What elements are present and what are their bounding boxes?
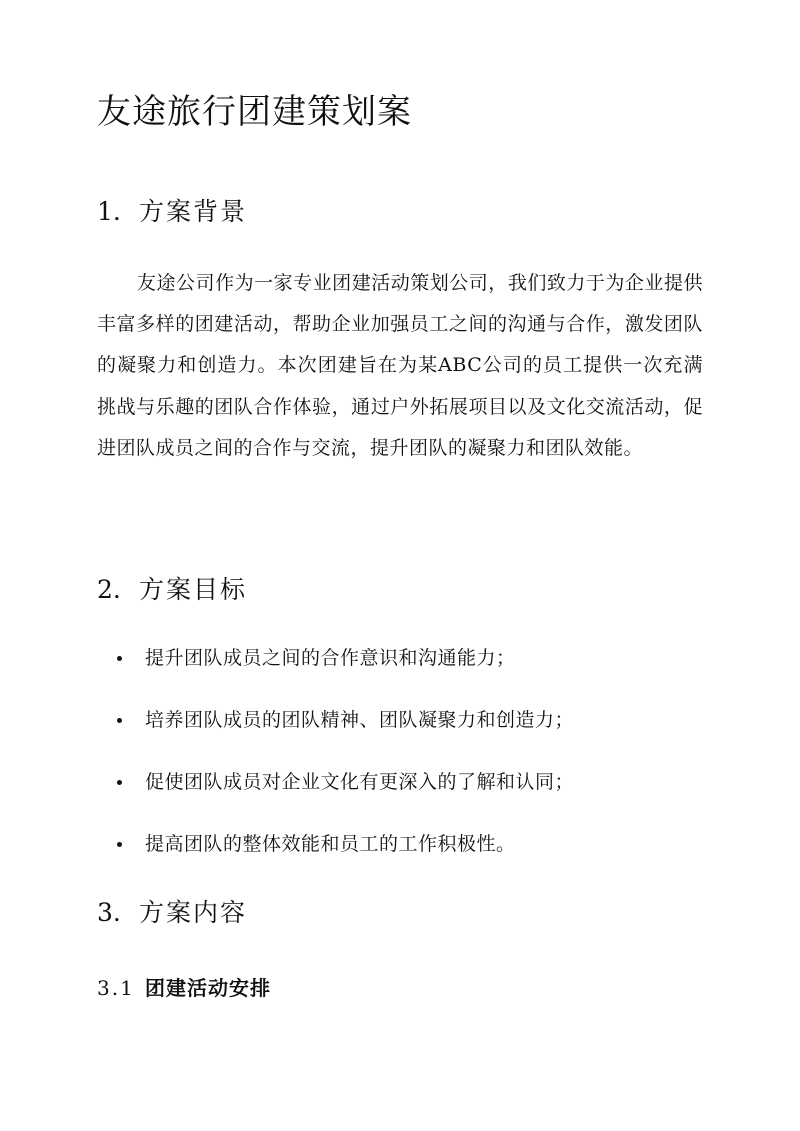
background-paragraph: 友途公司作为一家专业团建活动策划公司，我们致力于为企业提供丰富多样的团建活动，帮助企业加强员工之间的沟通与合作，激发团队的凝聚力和创造力。本次团建旨在为某ABC公司的员工提供一次充满挑战与乐趣的团队合作体验，通过户外拓展项目以及文化交流活动，促进团队成员之间的合作与交流，提升团队的凝聚力和团队效能。 xyxy=(97,272,703,459)
list-item xyxy=(117,764,574,826)
list-item xyxy=(117,826,574,888)
section-title: 方案背景 xyxy=(139,197,248,226)
list-item-text: 提升团队成员之间的合作意识和沟通能力； xyxy=(145,647,516,669)
goals-list xyxy=(117,640,574,888)
section-number: 3. xyxy=(97,898,121,927)
subsection-title: 团建活动安排 xyxy=(145,976,271,1000)
section-title: 方案内容 xyxy=(139,898,248,927)
list-item-text: 提高团队的整体效能和员工的工作积极性。 xyxy=(145,833,516,855)
section-title: 方案目标 xyxy=(139,575,248,604)
list-item-text: 促使团队成员对企业文化有更深入的了解和认同； xyxy=(145,771,575,793)
subsection-heading-activities xyxy=(97,976,271,1000)
subsection-number: 3.1 xyxy=(97,976,135,1000)
bullet-icon xyxy=(117,656,122,661)
list-item-text: 培养团队成员的团队精神、团队凝聚力和创造力； xyxy=(145,709,575,731)
section-heading-background xyxy=(97,197,247,227)
section-heading-goals xyxy=(97,575,247,605)
document-title: 友途旅行团建策划案 xyxy=(97,92,412,132)
bullet-icon xyxy=(117,842,122,847)
bullet-icon xyxy=(117,718,122,723)
section-number: 2. xyxy=(97,575,121,604)
section-heading-content xyxy=(97,898,247,928)
list-item xyxy=(117,640,574,702)
bullet-icon xyxy=(117,780,122,785)
section-number: 1. xyxy=(97,197,121,226)
list-item xyxy=(117,702,574,764)
